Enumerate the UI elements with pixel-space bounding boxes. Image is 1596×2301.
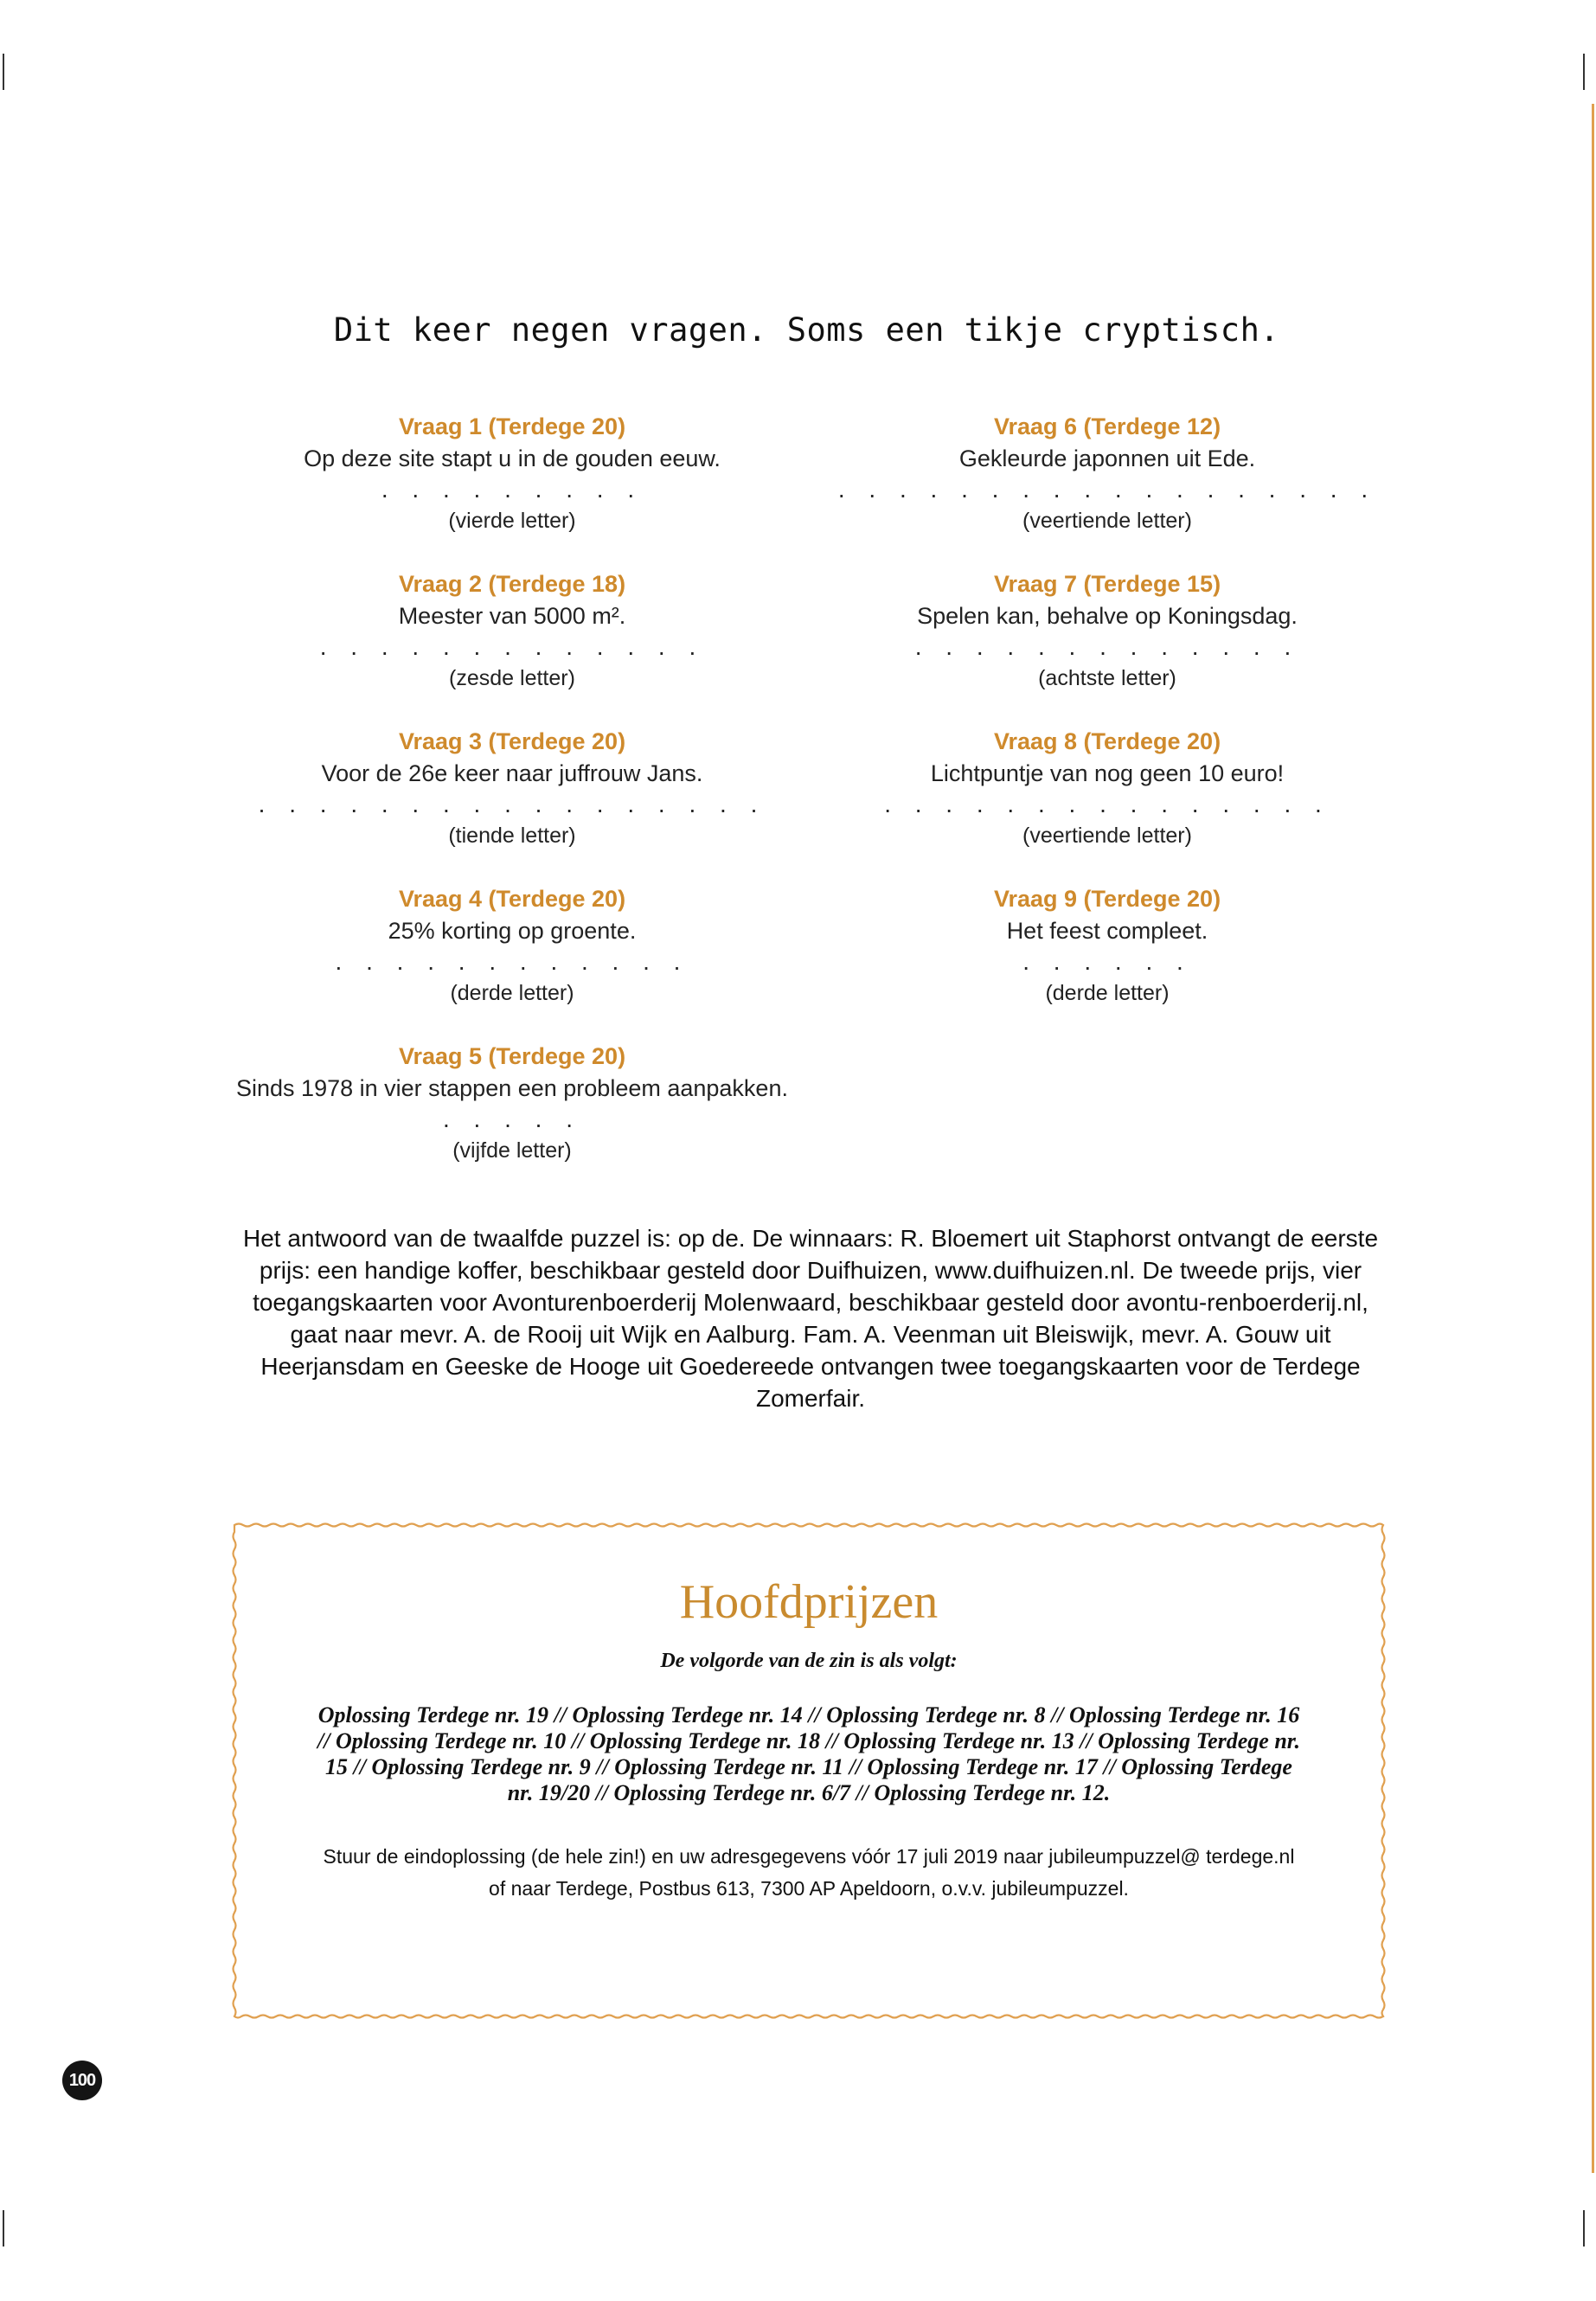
question-text: Op deze site stapt u in de gouden eeuw.: [304, 445, 721, 471]
question-title: Vraag 4 (Terdege 20): [398, 886, 626, 912]
question-text: Sinds 1978 in vier stappen een probleem aanpakken.: [236, 1075, 788, 1101]
question-2: [209, 567, 815, 694]
letter-hint: (veertiende letter): [1022, 824, 1192, 848]
letter-hint: (zesde letter): [449, 666, 575, 690]
answer-dots: . . . . . . . . . . . . .: [319, 633, 705, 660]
letter-hint: (achtste letter): [1038, 666, 1176, 690]
answer-dots: . . . . . . . . . . . . . . . . .: [258, 791, 766, 817]
question-text: 25% korting op groente.: [388, 918, 637, 944]
solution-order: Oplossing Terdege nr. 19 // Oplossing Terdege nr. 14 // Oplossing Terdege nr. 8 // Oplossing Terdege nr. 16 // Oplossing Terdege nr. 10 // Oplossing Terdege nr. 18 // Oplossing Terdege nr. 13 // Oplossing Terdege nr. 15 // Oplossing Terdege nr. 9 // Oplossing Terdege nr. 11 // Oplossing Terdege nr. 17 // Oplossing Terdege nr. 19/20 // Oplossing Terdege nr. 6/7 // Oplossing Terdege nr. 12.: [317, 1702, 1300, 1805]
answer-dots: . . . . . . . . . . . . . . .: [884, 791, 1330, 817]
answer-dots: . . . . . . . . .: [381, 476, 644, 503]
question-title: Vraag 7 (Terdege 15): [993, 571, 1221, 597]
submission-instructions: Stuur de eindoplossing (de hele zin!) en uw adresgegevens vóór 17 juli 2019 naar jubileumpuzzel@ terdege.nl of naar Terdege, Postbus 613, 7300 AP Apeldoorn, o.v.v. jubileumpuzzel.: [323, 1845, 1295, 1900]
question-title: Vraag 6 (Terdege 12): [993, 413, 1221, 439]
question-title: Vraag 8 (Terdege 20): [993, 728, 1221, 754]
page-number-badge: 100: [62, 2061, 102, 2100]
answer-dots: . . . . .: [442, 1106, 581, 1132]
question-text: Lichtpuntje van nog geen 10 euro!: [930, 760, 1285, 786]
page-edge-rule: [1592, 104, 1594, 2173]
letter-hint: (vierde letter): [448, 509, 576, 533]
question-title: Vraag 1 (Terdege 20): [398, 413, 626, 439]
prize-box: [229, 1520, 1388, 2022]
question-text: Gekleurde japonnen uit Ede.: [958, 445, 1256, 471]
question-4: [209, 882, 815, 1009]
left-questions: [209, 410, 815, 1197]
question-3: [209, 725, 815, 851]
answer-dots: . . . . . . . . . . . . . . . . . .: [837, 476, 1377, 503]
answer-dots: . . . . . . . . . . . . .: [914, 633, 1300, 660]
crop-mark-top-left: [3, 54, 4, 90]
question-9: [804, 882, 1410, 1009]
question-text: Voor de 26e keer naar juffrouw Jans.: [321, 760, 703, 786]
intro-heading: Dit keer negen vragen. Soms een tikje cryptisch.: [333, 311, 1280, 349]
question-title: Vraag 2 (Terdege 18): [398, 571, 626, 597]
question-5: [209, 1040, 815, 1166]
letter-hint: (tiende letter): [448, 824, 576, 848]
question-6: [804, 410, 1410, 536]
letter-hint: (derde letter): [450, 981, 574, 1005]
right-questions: [804, 410, 1410, 1040]
prize-subtitle: De volgorde van de zin is als volgt:: [660, 1650, 958, 1672]
question-text: Spelen kan, behalve op Koningsdag.: [917, 603, 1298, 629]
question-title: Vraag 9 (Terdege 20): [993, 886, 1221, 912]
prize-title: Hoofdprijzen: [679, 1575, 939, 1629]
letter-hint: (vijfde letter): [452, 1138, 572, 1163]
crop-mark-bottom-left: [3, 2210, 4, 2247]
question-text: Meester van 5000 m².: [398, 603, 626, 629]
answer-dots: . . . . . . . . . . . .: [335, 948, 689, 975]
prize-content: [229, 1572, 1388, 1905]
question-8: [804, 725, 1410, 851]
crop-mark-bottom-right: [1583, 2210, 1585, 2247]
answer-dots: . . . . . .: [1022, 948, 1192, 975]
letter-hint: (derde letter): [1045, 981, 1170, 1005]
crop-mark-top-right: [1583, 54, 1585, 90]
previous-answer-paragraph: Het antwoord van de twaalfde puzzel is: op de. De winnaars: R. Bloemert uit Staphorst ontvangt de eerste prijs: een handige koffer, beschikbaar gesteld door Duifhuizen, www.duifhuizen.nl. De tweede prijs, vier toegangskaarten voor Avonturenboerderij Molenwaard, beschikbaar gesteld door avontu-renboerderij.nl, gaat naar mevr. A. de Rooij uit Wijk en Aalburg. Fam. A. Veenman uit Bleiswijk, mevr. A. Gouw uit Heerjansdam en Geeske de Hooge uit Goedereede ontvangen twee toegangskaarten voor de Terdege Zomerfair.: [242, 1225, 1379, 1412]
question-7: [804, 567, 1410, 694]
question-title: Vraag 3 (Terdege 20): [398, 728, 626, 754]
question-text: Het feest compleet.: [1006, 918, 1208, 944]
letter-hint: (veertiende letter): [1022, 509, 1192, 533]
question-1: [209, 410, 815, 536]
question-title: Vraag 5 (Terdege 20): [398, 1043, 626, 1069]
